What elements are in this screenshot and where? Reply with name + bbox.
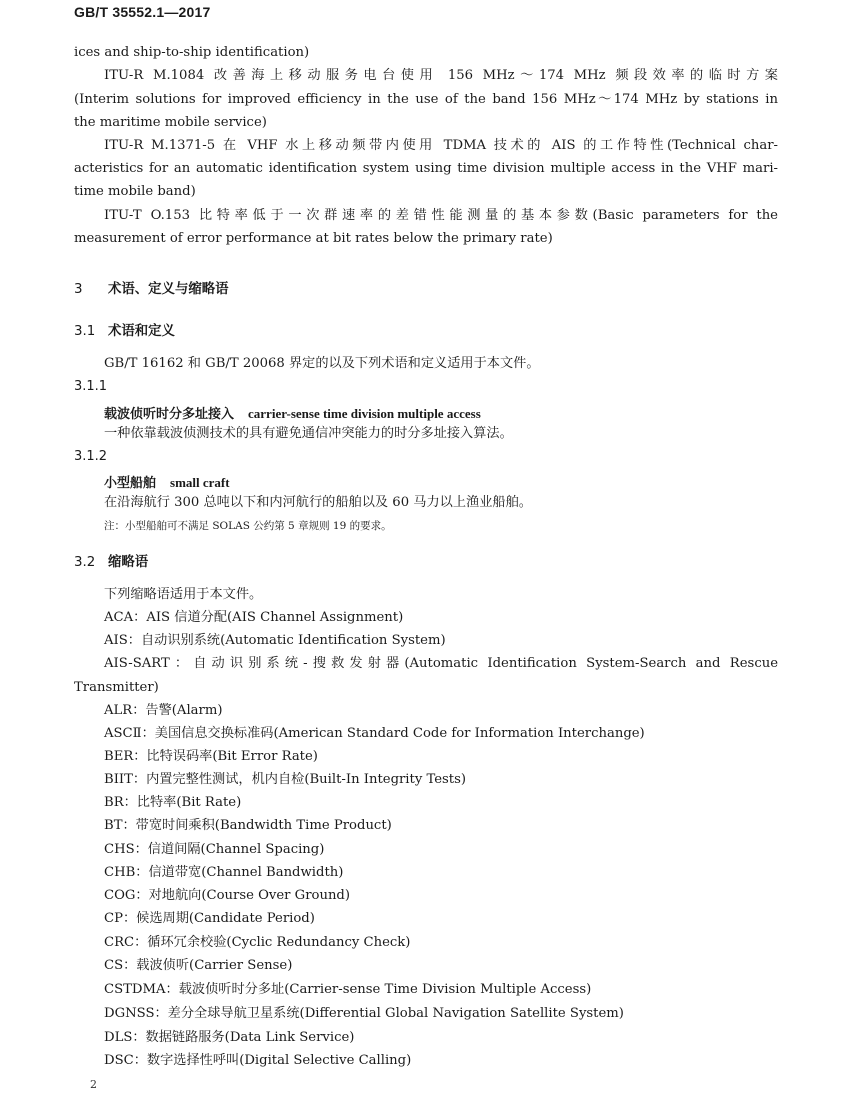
abbreviation-item: DGNSS：差分全球导航卫星系统(Differential Global Navigation Satellite System) [104,1006,624,1021]
term-zh: 小型船舶 [104,476,157,491]
term-definition: 在沿海航行 300 总吨以下和内河航行的船舶以及 60 马力以上渔业船舶。 [104,495,532,510]
term-heading [104,472,230,491]
abbreviation-item: BR：比特率(Bit Rate) [104,795,242,810]
reference-itu-o153: ITU-T O.153 比特率低于一次群速率的差错性能测量的基本参数(Basic parameters for the [104,208,778,223]
abbreviation-item: CHB：信道带宽(Channel Bandwidth) [104,865,344,880]
term-zh: 载波侦听时分多址接入 [104,407,235,422]
abbreviation-item: ALR：告警(Alarm) [104,703,223,718]
abbreviation-item: CSTDMA：载波侦听时分多址(Carrier-sense Time Division Multiple Access) [104,982,592,997]
abbreviation-item: CRC：循环冗余校验(Cyclic Redundancy Check) [104,935,411,950]
section-title: 术语、定义与缩略语 [108,282,229,297]
reference-itu-m1084-line3: the maritime mobile service) [74,115,267,130]
reference-itu-m1371-line2: acteristics for an automatic identification system using time division multiple access in the VHF mari- [74,161,778,176]
term-number: 3.1.2 [74,449,108,464]
abbreviation-item: CHS：信道间隔(Channel Spacing) [104,842,325,857]
abbreviation-item: BIIT：内置完整性测试，机内自检(Built-In Integrity Tests) [104,772,467,787]
abbreviation-item: BT：带宽时间乘积(Bandwidth Time Product) [104,818,392,833]
section-number: 3 [74,282,83,297]
abbreviation-item: CP：候选周期(Candidate Period) [104,911,315,926]
section-number: 3.1 [74,324,96,339]
term-definition: 一种依靠载波侦测技术的具有避免通信冲突能力的时分多址接入算法。 [104,426,513,441]
section-title: 术语和定义 [108,324,175,339]
abbreviation-item: AIS：自动识别系统(Automatic Identification System) [104,633,446,648]
section-title: 缩略语 [108,555,149,570]
abbreviation-item: BER：比特误码率(Bit Error Rate) [104,749,318,764]
term-en: small craft [170,475,230,490]
abbreviation-item: DLS：数据链路服务(Data Link Service) [104,1030,355,1045]
reference-itu-m1371-line3: time mobile band) [74,184,196,199]
abbreviation-item: ASCⅡ：美国信息交换标准码(American Standard Code for Information Interchange) [104,726,645,741]
section-3-1-intro: GB/T 16162 和 GB/T 20068 界定的以及下列术语和定义适用于本文件。 [104,356,540,371]
reference-itu-m1371: ITU-R M.1371-5 在 VHF 水上移动频带内使用 TDMA 技术的 AIS 的工作特性(Technical char- [104,138,778,153]
page-number: 2 [90,1078,97,1091]
abbreviation-item-continuation: Transmitter) [74,680,159,695]
section-3-2-heading [74,551,148,570]
abbreviation-item: ACA：AIS 信道分配(AIS Channel Assignment) [104,610,404,625]
term-heading [104,403,481,422]
reference-itu-m1084-line2: (Interim solutions for improved efficiency in the use of the band 156 MHz～174 MHz by stations in [74,92,778,107]
section-3-heading [74,278,229,297]
term-en: carrier-sense time division multiple access [248,406,481,421]
abbreviation-item: CS：载波侦听(Carrier Sense) [104,958,293,973]
term-note: 注：小型船舶可不满足 SOLAS 公约第 5 章规则 19 的要求。 [104,520,392,532]
abbreviation-item: AIS-SART：自动识别系统-搜救发射器(Automatic Identification System-Search and Rescue [104,656,778,671]
section-number: 3.2 [74,555,96,570]
reference-itu-m1084: ITU-R M.1084 改善海上移动服务电台使用 156 MHz～174 MHz 频段效率的临时方案 [104,68,778,83]
standard-header: GB/T 35552.1—2017 [74,4,211,20]
abbreviation-item: COG：对地航向(Course Over Ground) [104,888,351,903]
section-3-2-intro: 下列缩略语适用于本文件。 [104,587,263,602]
abbreviation-item: DSC：数字选择性呼叫(Digital Selective Calling) [104,1053,412,1068]
section-3-1-heading [74,320,175,339]
reference-itu-o153-line2: measurement of error performance at bit rates below the primary rate) [74,231,553,246]
term-number: 3.1.1 [74,379,108,394]
reference-continuation: ices and ship-to-ship identification) [74,45,310,60]
